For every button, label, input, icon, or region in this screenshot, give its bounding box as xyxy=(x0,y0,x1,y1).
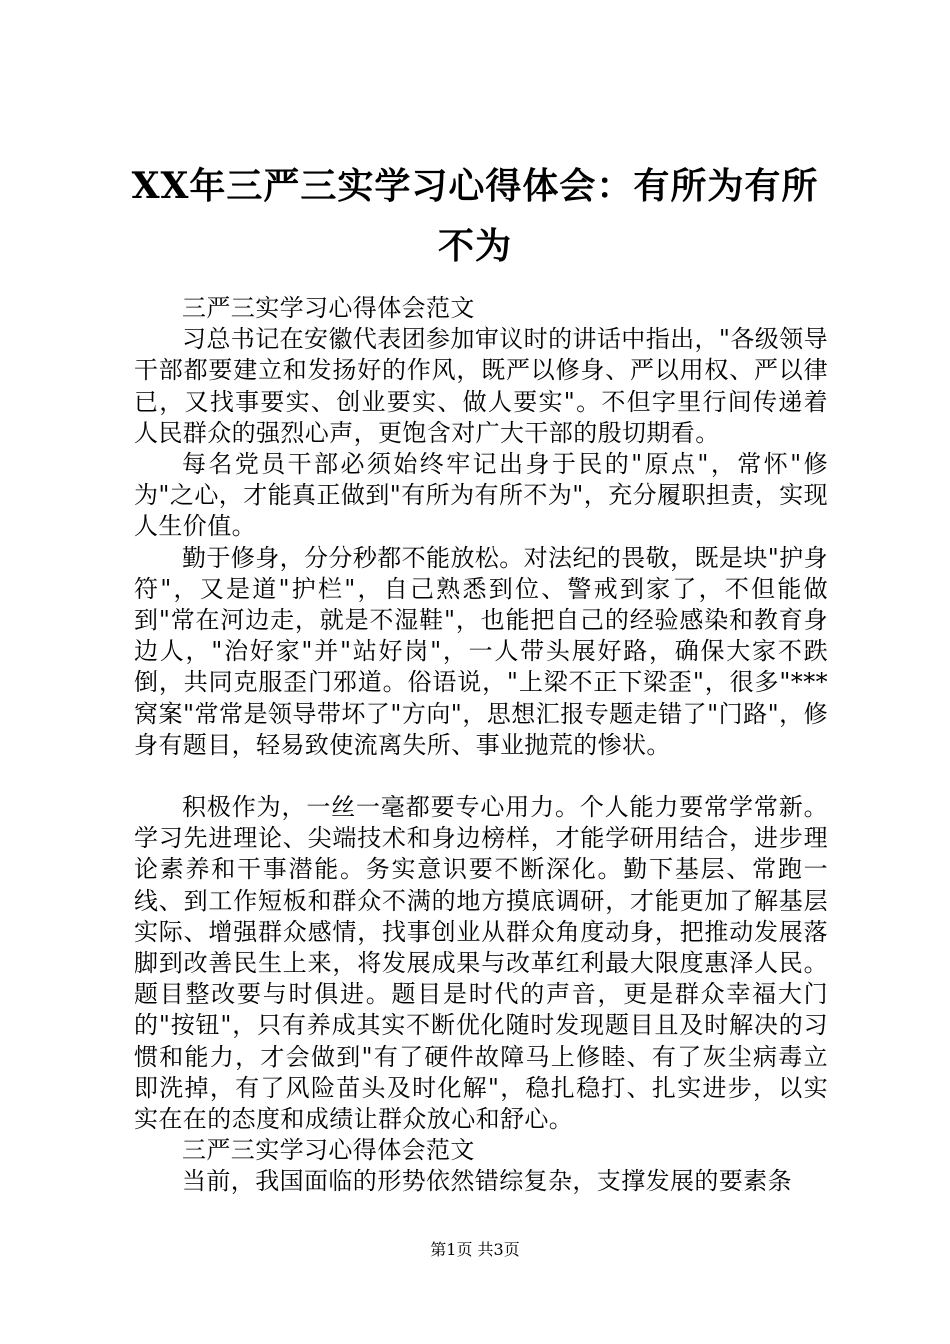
page-number-footer: 第1页 共3页 xyxy=(430,1240,520,1259)
document-title: XX年三严三实学习心得体会：有所为有所不为 xyxy=(131,165,819,267)
paragraph: 积极作为，一丝一毫都要专心用力。个人能力要常学常新。学习先进理论、尖端技术和身边榜样，才能学研用结合，进步理论素养和干事潜能。务实意识要不断深化。勤下基层、常跑一线、到工作短板和群众不满的地方摸底调研，才能更加了解基层实际、增强群众感情，找事创业从群众角度动身，把推动发展落脚到改善民生上来，将发展成果与改革红利最大限度惠泽人民。题目整改要与时俱进。题目是时代的声音，更是群众幸福大门的"按钮"，只有养成其实不断优化随时发现题目且及时解决的习惯和能力，才会做到"有了硬件故障马上修睦、有了灰尘病毒立即洗掉，有了风险苗头及时化解"，稳扎稳打、扎实进步，以实实在在的态度和成绩让群众放心和舒心。 xyxy=(134,793,828,1134)
paragraph: 勤于修身，分分秒都不能放松。对法纪的畏敬，既是块"护身符"，又是道"护栏"，自己熟悉到位、警戒到家了，不但能做到"常在河边走，就是不湿鞋"，也能把自己的经验感染和教育身边人，"治好家"并"站好岗"，一人带头展好路，确保大家不跌倒，共同克服歪门邪道。俗语说，"上梁不正下梁歪"，很多"***窝案"常常是领导带坏了"方向"，思想汇报专题走错了"门路"，修身有题目，轻易致使流离失所、事业抛荒的惨状。 xyxy=(134,543,828,759)
paragraph: 当前，我国面临的形势依然错综复杂，支撑发展的要素条 xyxy=(182,1167,792,1196)
section-heading: 三严三实学习心得体会范文 xyxy=(182,1136,475,1165)
paragraph: 每名党员干部必须始终牢记出身于民的"原点"，常怀"修为"之心，才能真正做到"有所为有所不为"，充分履职担责，实现人生价值。 xyxy=(134,450,828,541)
paragraph: 习总书记在安徽代表团参加审议时的讲话中指出，"各级领导干部都要建立和发扬好的作风，既严以修身、严以用权、严以律已，又找事要实、创业要实、做人要实"。不但字里行间传递着人民群众的强烈心声，更饱含对广大干部的殷切期看。 xyxy=(134,325,828,447)
section-heading: 三严三实学习心得体会范文 xyxy=(182,294,475,322)
document-body xyxy=(134,293,828,1198)
